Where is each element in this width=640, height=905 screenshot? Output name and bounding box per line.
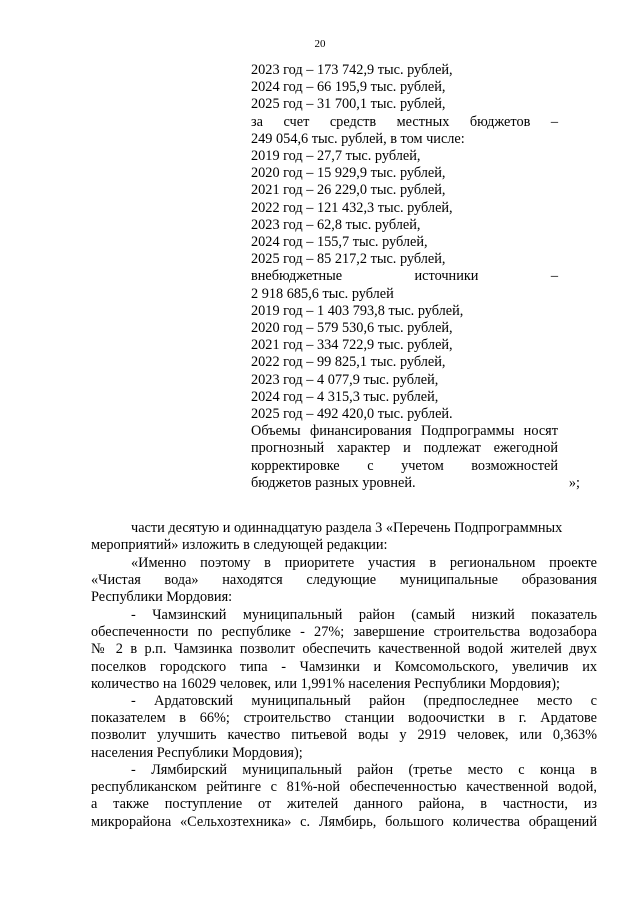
paragraph-line: - Чамзинский муниципальный район (самый низкий показатель [131, 607, 597, 623]
page-number: 20 [314, 38, 326, 50]
paragraph-line: - Лямбирский муниципальный район (третье место с конца в [131, 762, 597, 778]
financing-line: 2019 год – 1 403 793,8 тыс. рублей, [251, 302, 464, 319]
financing-line: 2 918 685,6 тыс. рублей [251, 285, 394, 302]
paragraph-line: республиканском рейтинге с 81%-ной обеспеченностью качественной водой, [91, 779, 597, 796]
financing-note-line: Объемы финансирования Подпрограммы носят [251, 423, 558, 440]
paragraph-line: микрорайона «Сельхозтехника» с. Лямбирь, большого количества обращений [91, 813, 597, 830]
financing-line: 249 054,6 тыс. рублей, в том числе: [251, 130, 465, 147]
financing-line: 2022 год – 99 825,1 тыс. рублей, [251, 354, 446, 371]
paragraph-line: а также поступление от жителей данного района, в частности, из [91, 796, 597, 813]
paragraph-line: мероприятий» изложить в следующей редакции: [91, 537, 388, 554]
financing-note-text: бюджетов разных уровней. [251, 474, 416, 491]
financing-line: 2025 год – 492 420,0 тыс. рублей. [251, 406, 453, 423]
paragraph-line: позволит улучшить качество питьевой воды у 2919 человек, или 0,363% [91, 727, 597, 744]
financing-line: за счет средств местных бюджетов – [251, 113, 558, 130]
list-item-ardatovsky [91, 693, 597, 762]
paragraph-line: поселков городского типа - Чамзинки и Комсомольского, увеличив их [91, 658, 597, 675]
financing-note-line: корректировке с учетом возможностей [251, 457, 558, 474]
financing-line: 2022 год – 121 432,3 тыс. рублей, [251, 199, 453, 216]
intro-paragraph [91, 520, 597, 554]
financing-line: 2020 год – 579 530,6 тыс. рублей, [251, 320, 453, 337]
paragraph-line: части десятую и одиннадцатую раздела 3 «Перечень Подпрограммных [131, 520, 563, 536]
paragraph-line: «Чистая вода» находятся следующие муниципальные образования [91, 572, 597, 589]
paragraph-line: количество на 16029 человек, или 1,991% населения Республики Мордовия); [91, 675, 560, 692]
financing-line: внебюджетные источники – [251, 268, 558, 285]
financing-line: 2025 год – 85 217,2 тыс. рублей, [251, 251, 446, 268]
paragraph-line: населения Республики Мордовия); [91, 744, 303, 761]
paragraph-line: - Ардатовский муниципальный район (предпоследнее место с [131, 693, 597, 709]
financing-line: 2024 год – 66 195,9 тыс. рублей, [251, 79, 446, 96]
list-item-chamzinsky [91, 607, 597, 693]
financing-line: 2021 год – 26 229,0 тыс. рублей, [251, 182, 446, 199]
paragraph-line: № 2 в р.п. Чамзинка позволит обеспечить качественной водой жителей двух [91, 641, 597, 658]
paragraph-line: Республики Мордовия: [91, 589, 233, 606]
financing-volume-block [251, 62, 580, 492]
quote-paragraph [91, 555, 597, 607]
paragraph-line: обеспеченности по республике - 27%; завершение строительства водозабора [91, 624, 597, 641]
paragraph-line: показателем в 66%; строительство станции водоочистки в г. Ардатове [91, 710, 597, 727]
financing-line: 2024 год – 4 315,3 тыс. рублей, [251, 388, 439, 405]
closing-quote-mark: »; [568, 474, 580, 491]
financing-note-line: прогнозный характер и подлежат ежегодной [251, 440, 558, 457]
financing-line: 2023 год – 173 742,9 тыс. рублей, [251, 62, 453, 78]
financing-line: 2021 год – 334 722,9 тыс. рублей, [251, 337, 453, 354]
financing-line: 2025 год – 31 700,1 тыс. рублей, [251, 96, 446, 113]
financing-line: 2023 год – 4 077,9 тыс. рублей, [251, 371, 439, 388]
financing-line: 2023 год – 62,8 тыс. рублей, [251, 216, 421, 233]
financing-line: 2020 год – 15 929,9 тыс. рублей, [251, 165, 446, 182]
financing-note-last-line [251, 474, 580, 492]
paragraph-line: «Именно поэтому в приоритете участия в региональном проекте [131, 555, 597, 571]
list-item-lyambirsky [91, 762, 597, 831]
financing-line: 2024 год – 155,7 тыс. рублей, [251, 234, 428, 251]
financing-line: 2019 год – 27,7 тыс. рублей, [251, 148, 421, 165]
